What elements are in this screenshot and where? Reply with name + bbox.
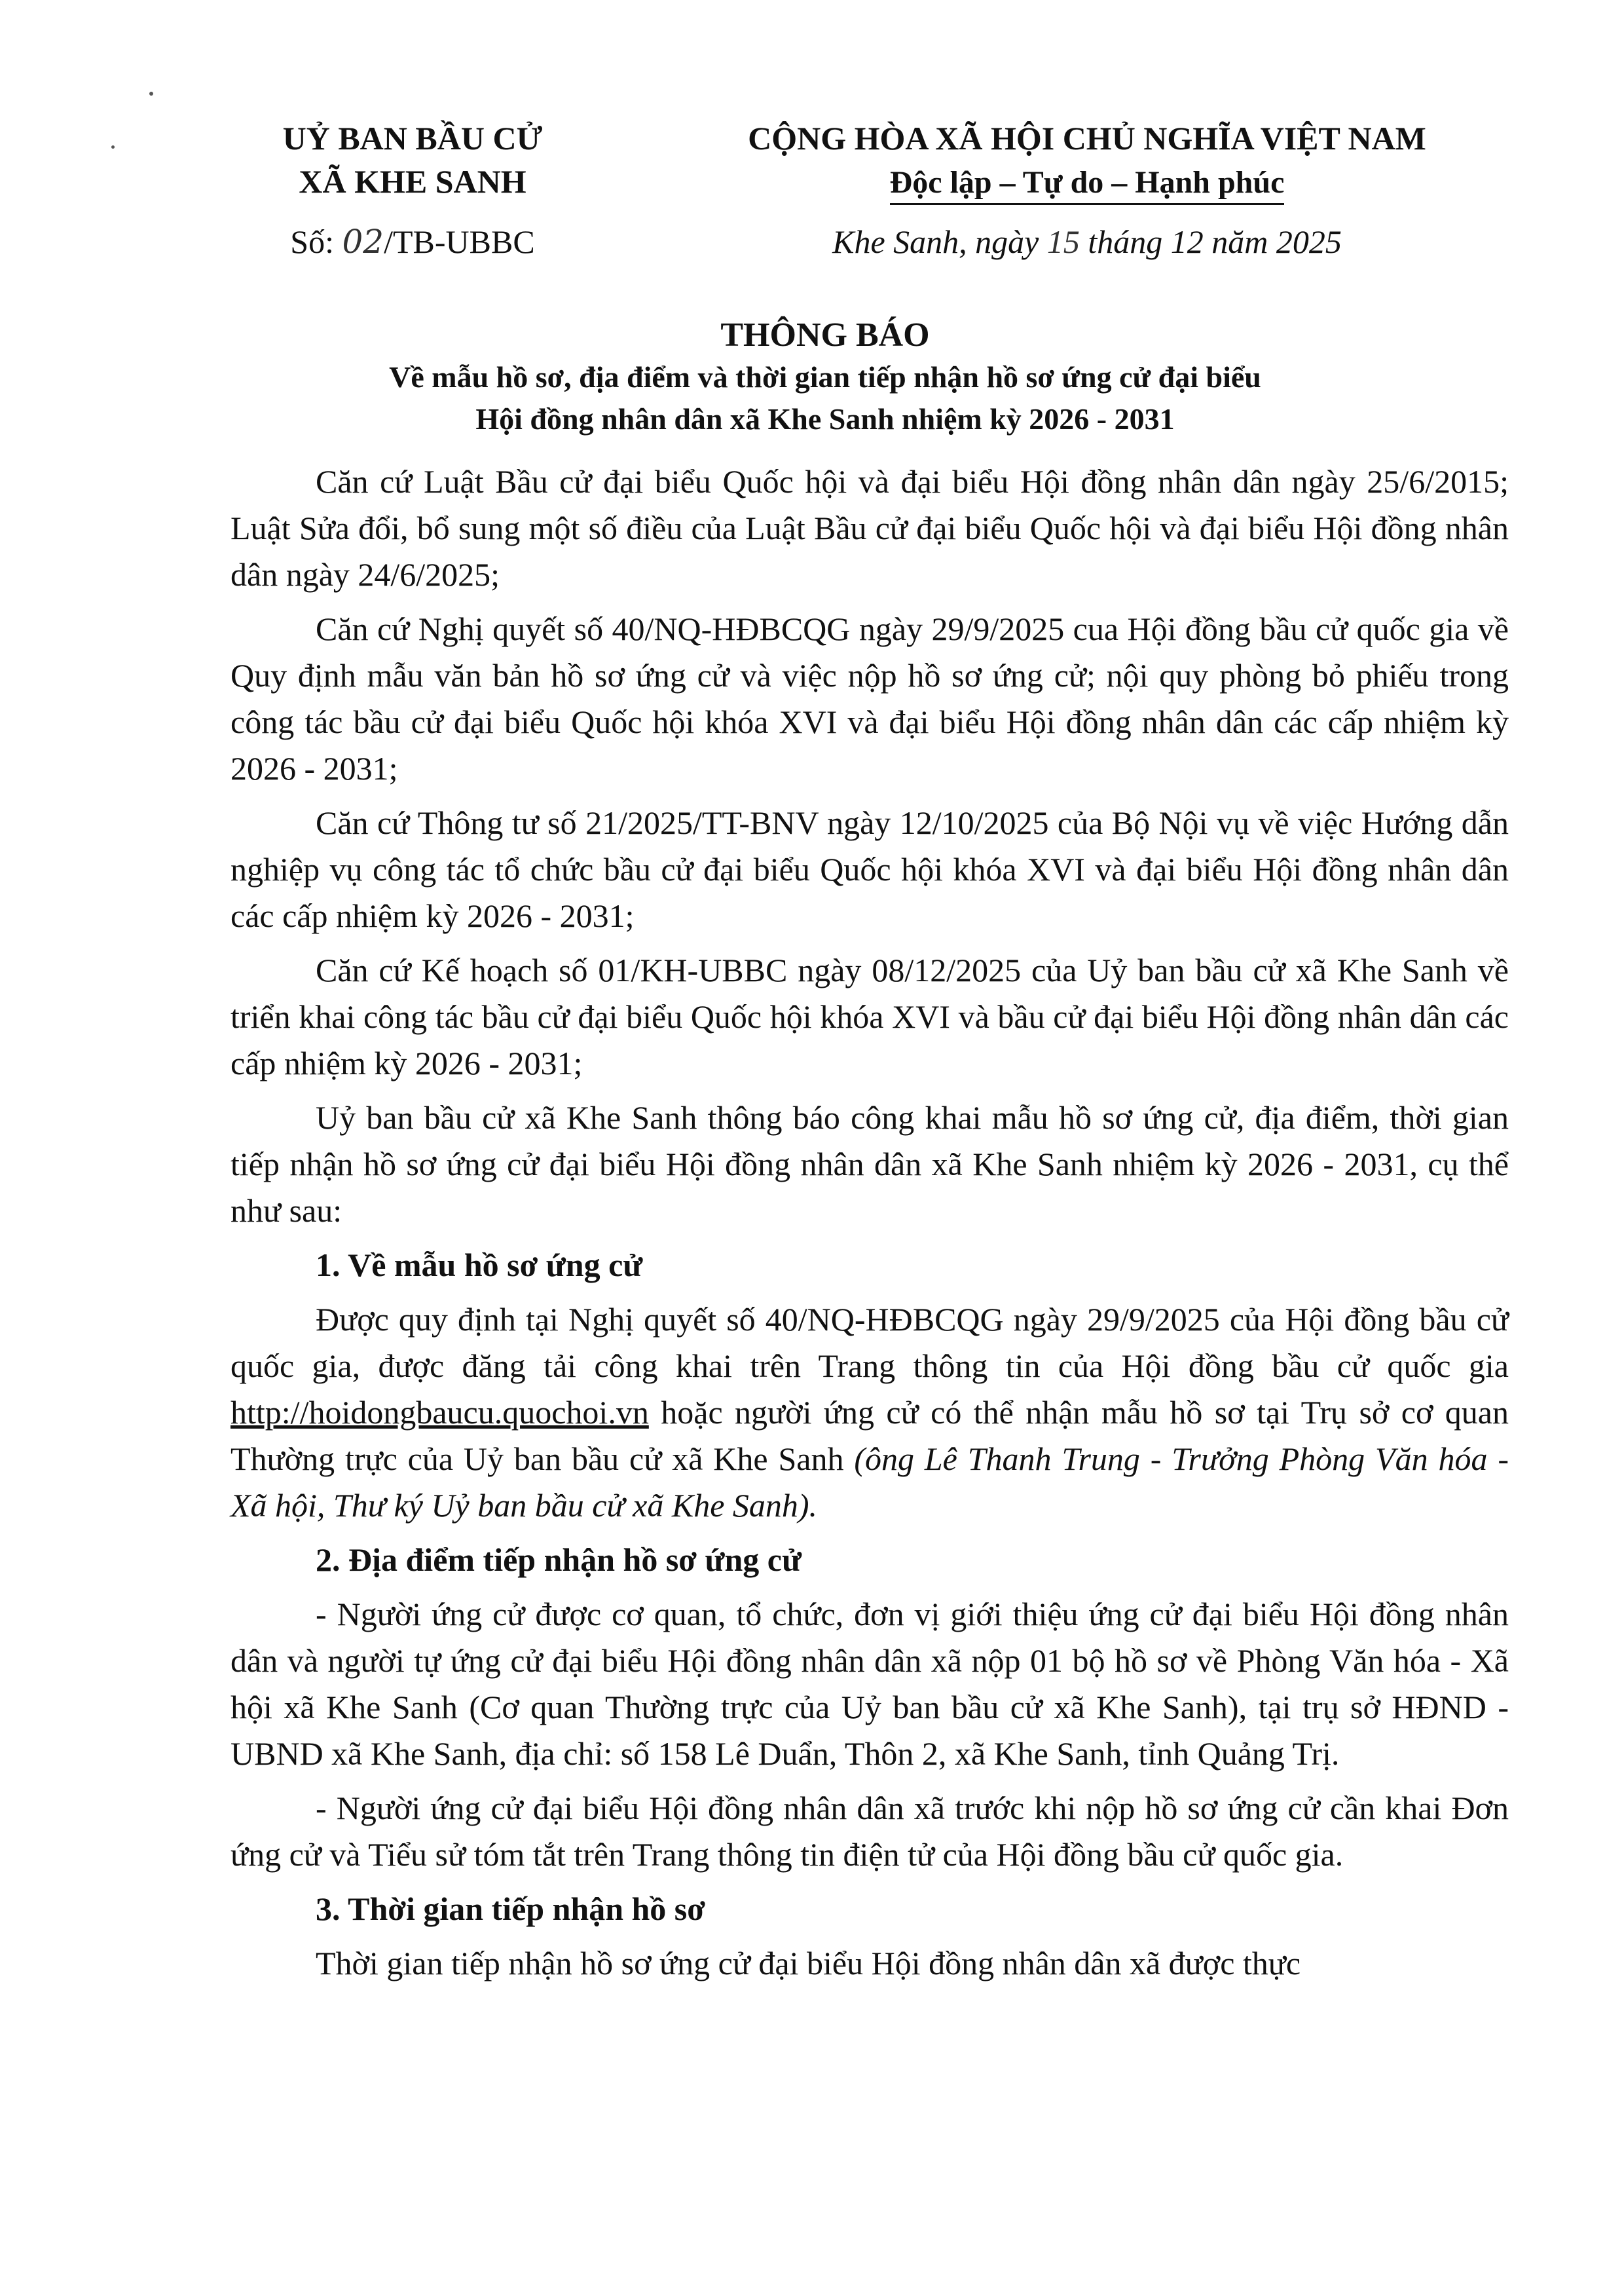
authority-line-1: UỶ BAN BẦU CỬ <box>282 120 543 157</box>
doc-number-suffix: /TB-UBBC <box>384 223 535 260</box>
section-1-text-b: hoặc người ứng cử có thể nhận mẫu hồ sơ tại Trụ sở cơ quan Thường trực của Uỷ ban bầu cử xã Khe Sanh <box>231 1394 1509 1477</box>
section-1-text <box>231 1296 1509 1529</box>
section-1-text-a: Được quy định tại Nghị quyết số 40/NQ-HĐBCQG ngày 29/9/2025 của Hội đồng bầu cử quốc gia, được đăng tải công khai trên Trang thông tin của Hội đồng bầu cử quốc gia <box>231 1301 1509 1384</box>
scan-speck <box>149 92 153 96</box>
section-3-heading: 3. Thời gian tiếp nhận hồ sơ <box>316 1890 705 1927</box>
national-header <box>629 117 1545 205</box>
date-day-handwritten: 15 <box>1046 223 1080 260</box>
section-1-heading: 1. Về mẫu hồ sơ ứng cử <box>316 1247 643 1283</box>
section-3-text: Thời gian tiếp nhận hồ sơ ứng cử đại biểu Hội đồng nhân dân xã được thực <box>316 1945 1301 1981</box>
document-body <box>231 459 1509 1995</box>
document-number <box>210 223 616 261</box>
section-2-item-1: - Người ứng cử được cơ quan, tổ chức, đơn vị giới thiệu ứng cử đại biểu Hội đồng nhân dân và người tự ứng cử đại biểu Hội đồng nhân dân xã nộp 01 bộ hồ sơ về Phòng Văn hóa - Xã hội xã Khe Sanh (Cơ quan Thường trực của Uỷ ban bầu cử xã Khe Sanh), tại trụ sở HĐND - UBND xã Khe Sanh, địa chỉ: số 158 Lê Duẩn, Thôn 2, xã Khe Sanh, tỉnh Quảng Trị. <box>231 1596 1509 1772</box>
paragraph-legal-basis-1: Căn cứ Luật Bầu cử đại biểu Quốc hội và đại biểu Hội đồng nhân dân ngày 25/6/2015; Luật Sửa đổi, bổ sung một số điều của Luật Bầu cử đại biểu Quốc hội và đại biểu Hội đồng nhân dân ngày 24/6/2025; <box>231 463 1509 593</box>
authority-line-2: XÃ KHE SANH <box>299 163 526 200</box>
section-2-item-2: - Người ứng cử đại biểu Hội đồng nhân dân xã trước khi nộp hồ sơ ứng cử cần khai Đơn ứng cử và Tiểu sử tóm tắt trên Trang thông tin điện tử của Hội đồng bầu cử quốc gia. <box>231 1790 1509 1873</box>
doc-number-prefix: Số: <box>290 223 334 260</box>
issuing-authority <box>210 117 616 203</box>
national-motto: Độc lập – Tự do – Hạnh phúc <box>890 164 1285 205</box>
section-1-contact-note: (ông Lê Thanh Trung - Trưởng Phòng Văn hóa - Xã hội, Thư ký Uỷ ban bầu cử xã Khe Sanh). <box>231 1440 1509 1524</box>
scan-speck <box>111 145 115 149</box>
doc-number-handwritten: 02 <box>342 223 384 261</box>
date-suffix: tháng 12 năm 2025 <box>1088 223 1342 260</box>
election-council-link[interactable]: http://hoidongbaucu.quochoi.vn <box>231 1394 649 1431</box>
title-heading: THÔNG BÁO <box>720 316 930 354</box>
title-line-1: Về mẫu hồ sơ, địa điểm và thời gian tiếp nhận hồ sơ ứng cử đại biểu <box>389 360 1261 394</box>
paragraph-announcement: Uỷ ban bầu cử xã Khe Sanh thông báo công khai mẫu hồ sơ ứng cử, địa điểm, thời gian tiếp nhận hồ sơ ứng cử đại biểu Hội đồng nhân dân xã Khe Sanh nhiệm kỳ 2026 - 2031, cụ thể như sau: <box>231 1099 1509 1229</box>
paragraph-legal-basis-3: Căn cứ Thông tư số 21/2025/TT-BNV ngày 12/10/2025 của Bộ Nội vụ về việc Hướng dẫn nghiệp vụ công tác tổ chức bầu cử đại biểu Quốc hội khóa XVI và đại biểu Hội đồng nhân dân các cấp nhiệm kỳ 2026 - 2031; <box>231 804 1509 934</box>
paragraph-legal-basis-4: Căn cứ Kế hoạch số 01/KH-UBBC ngày 08/12/2025 của Uỷ ban bầu cử xã Khe Sanh về triển khai công tác bầu cử đại biểu Quốc hội khóa XVI và bầu cử đại biểu Hội đồng nhân dân các cấp nhiệm kỳ 2026 - 2031; <box>231 952 1509 1081</box>
document-title <box>210 314 1441 440</box>
title-line-2: Hội đồng nhân dân xã Khe Sanh nhiệm kỳ 2026 - 2031 <box>475 402 1175 436</box>
date-prefix: Khe Sanh, ngày <box>832 223 1039 260</box>
document-date <box>629 223 1545 261</box>
section-2-heading: 2. Địa điểm tiếp nhận hồ sơ ứng cử <box>316 1541 802 1578</box>
nation-name: CỘNG HÒA XÃ HỘI CHỦ NGHĨA VIỆT NAM <box>748 120 1426 157</box>
paragraph-legal-basis-2: Căn cứ Nghị quyết số 40/NQ-HĐBCQG ngày 29/9/2025 cua Hội đồng bầu cử quốc gia về Quy định mẫu văn bản hồ sơ ứng cử và việc nộp hồ sơ ứng cử; nội quy phòng bỏ phiếu trong công tác bầu cử đại biểu Quốc hội khóa XVI và đại biểu Hội đồng nhân dân các cấp nhiệm kỳ 2026 - 2031; <box>231 610 1509 787</box>
